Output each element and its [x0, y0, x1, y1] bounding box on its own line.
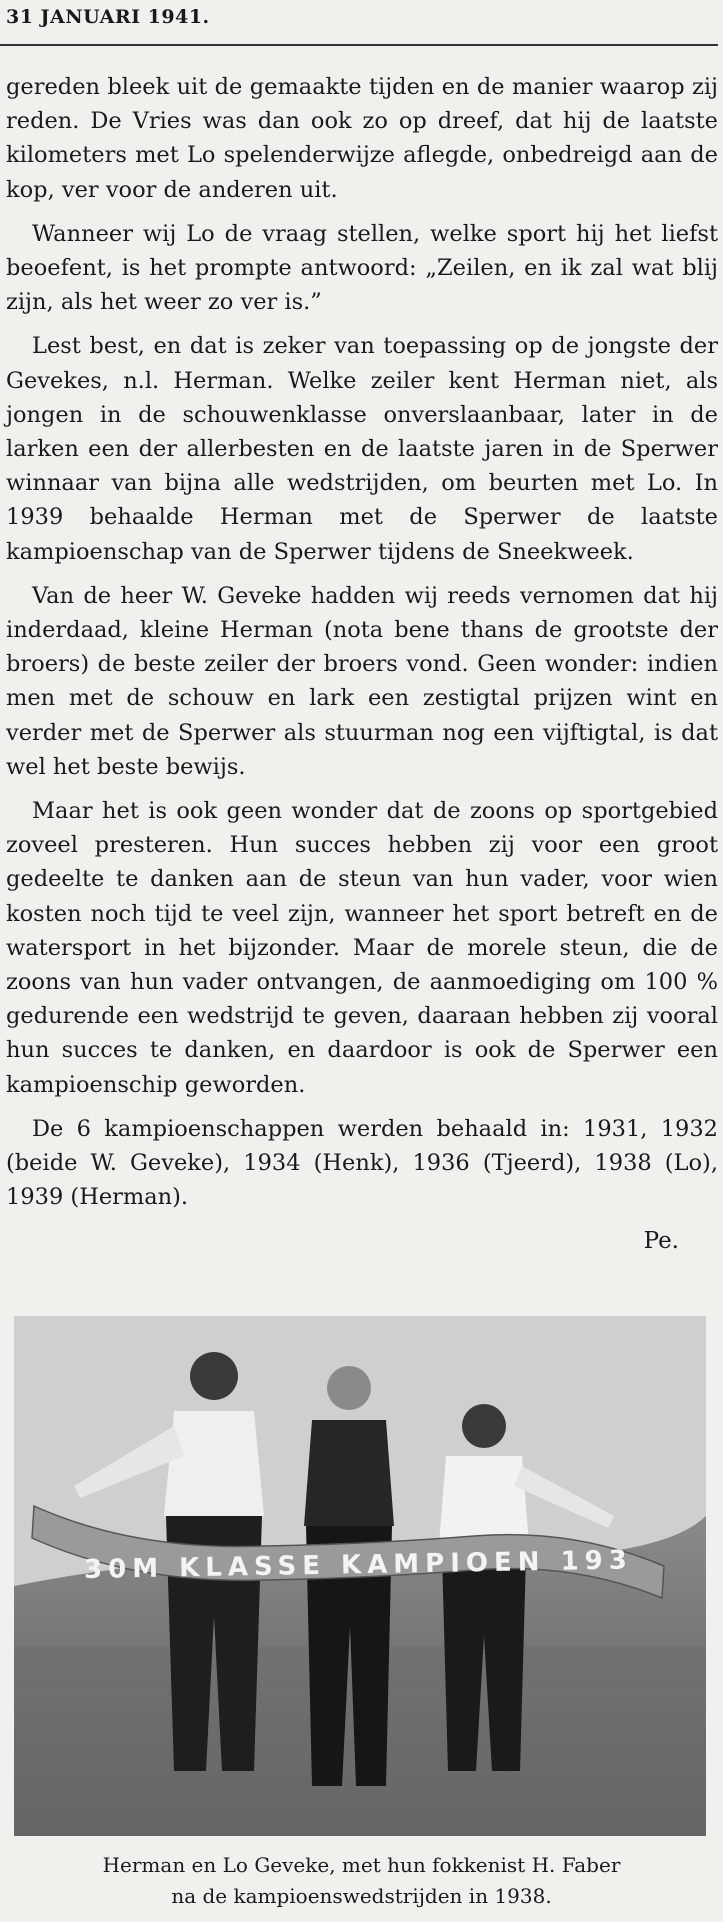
caption-line-2: na de kampioenswedstrijden in 1938. — [171, 1884, 552, 1908]
paragraph-5: Maar het is ook geen wonder dat de zoons op sportgebied zoveel presteren. Hun succes hebben zij voor een groot gedeelte te danken aan de steun van hun vader, voor wien kosten noch tijd te veel zijn, wanneer het sport betreft en de watersport in het bijzonder. Maar de morele steun, die de zoons van hun vader ontvangen, de aanmoediging om 100 % gedurende een wedstrijd te geven, daaraan hebben zij vooral hun succes te danken, en daardoor is ook de Sperwer een kampioenschip geworden. — [6, 798, 718, 1098]
banner-text: 30M KLASSE KAMPIOEN 193 — [83, 1545, 634, 1586]
paragraph-6: De 6 kampioenschappen werden behaald in: 1931, 1932 (beide W. Geveke), 1934 (Henk), 1936 (Tjeerd), 1938 (Lo), 1939 (Herman). — [6, 1115, 718, 1211]
paragraph-2: Wanneer wij Lo de vraag stellen, welke sport hij het liefst beoefent, is het prompte antwoord: „Zeilen, en ik zal wat blij zijn, als het weer zo ver is.” — [6, 220, 718, 316]
photo-three-sailors — [14, 1316, 706, 1836]
paragraph-3: Lest best, en dat is zeker van toepassing op de jongste der Gevekes, n.l. Herman. Welke zeiler kent Herman niet, als jongen in de schouwenklasse onverslaanbaar, later in de larken een der allerbesten en de laatste jaren in de Sperwer winnaar van bijna alle wedstrijden, om beurten met Lo. In 1939 behaalde Herman met de Sperwer de laatste kampioenschap van de Sperwer tijdens de Sneekweek. — [6, 333, 718, 565]
photo-illustration — [14, 1316, 706, 1836]
caption-line-1: Herman en Lo Geveke, met hun fokkenist H. Faber — [102, 1853, 621, 1877]
photo-caption — [0, 1850, 723, 1912]
paragraph-1: gereden bleek uit de gemaakte tijden en de manier waarop zij reden. De Vries was dan ook zo op dreef, dat hij de laatste kilometers met Lo spelenderwijze aflegde, onbedreigd aan de kop, ver voor de anderen uit. — [6, 74, 718, 203]
page-header-date: 31 JANUARI 1941. — [6, 6, 210, 28]
paragraph-4: Van de heer W. Geveke hadden wij reeds vernomen dat hij inderdaad, kleine Herman (nota bene thans de grootste der broers) de beste zeiler der broers vond. Geen wonder: indien men met de schouw en lark een zestigtal prijzen wint en verder met de Sperwer als stuurman nog een vijftigtal, is dat wel het beste bewijs. — [6, 582, 718, 780]
author-signature: Pe. — [643, 1228, 679, 1254]
article-body — [6, 70, 718, 1225]
header-rule — [0, 44, 718, 46]
